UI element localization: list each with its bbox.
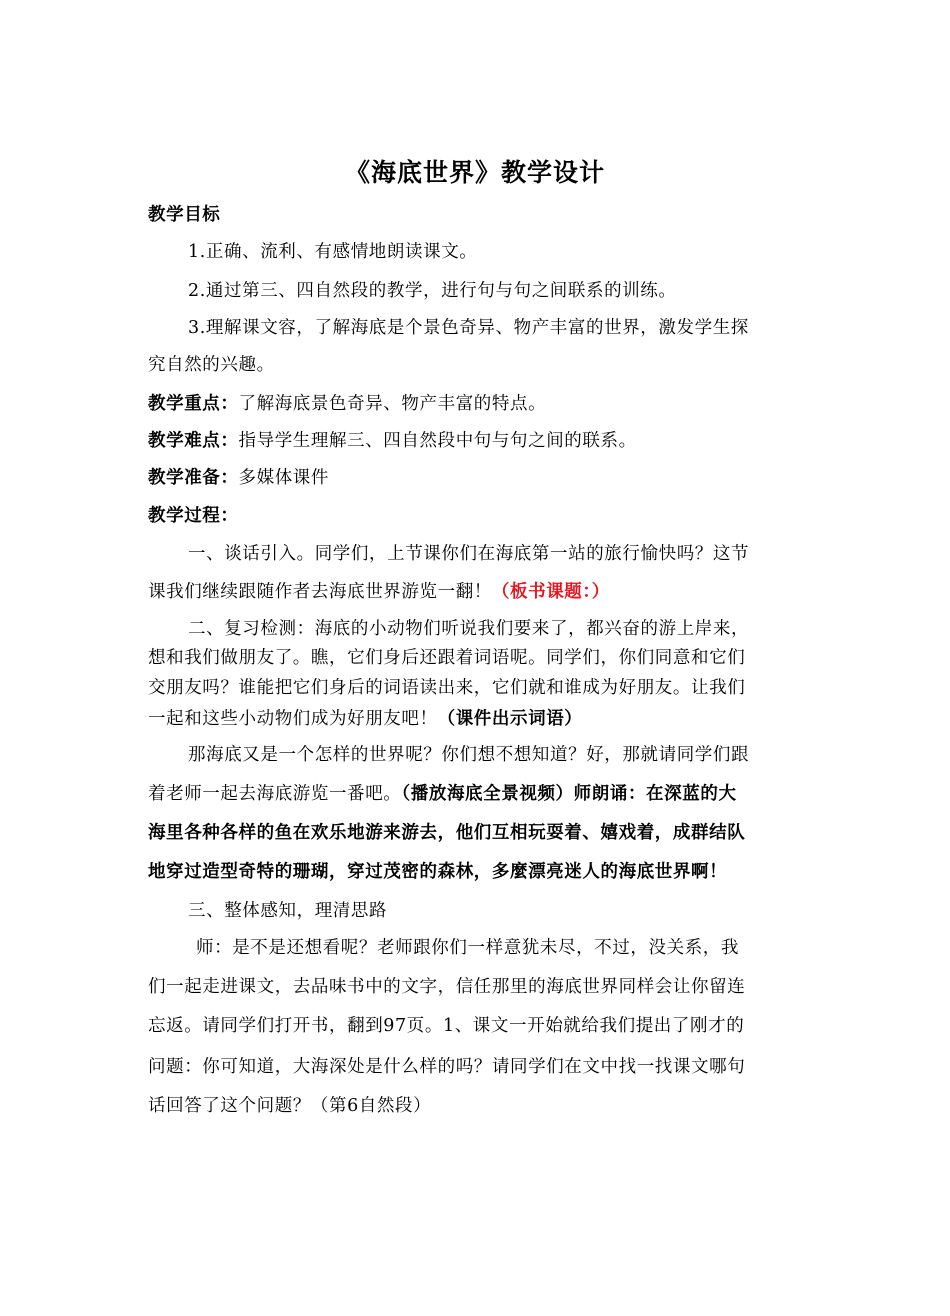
section-4-line-4: 问题：你可知道，大海深处是什么样的吗？请同学们在文中找一找课文哪句	[148, 1057, 746, 1077]
section-4-line-1: 师：是不是还想看呢？老师跟你们一样意犹未尽，不过，没关系，我	[196, 938, 739, 958]
section-3-text: 着老师一起去海底游览一番吧。	[148, 784, 402, 804]
courseware-note: （课件出示词语）	[437, 709, 583, 729]
section-2-line-1: 二、复习检测：海底的小动物们听说我们要来了，都兴奋的游上岸来，	[188, 619, 750, 639]
key-point	[148, 392, 838, 416]
prep-label: 教学准备：	[148, 468, 239, 488]
section-1-line-2	[148, 580, 838, 604]
section-2-line-2: 想和我们做朋友了。瞧，它们身后还跟着词语呢。同学们，你们同意和它们	[148, 648, 746, 668]
difficulty-text: 指导学生理解三、四自然段中句与句之间的联系。	[238, 431, 637, 451]
section-1-text: 课我们继续跟随作者去海底世界游览一翻！	[148, 582, 492, 602]
preparation	[148, 466, 838, 490]
difficulty	[148, 429, 838, 453]
goal-2: 2.通过第三、四自然段的教学，进行句与句之间联系的训练。	[188, 281, 677, 301]
section-2-line-3: 交朋友吗？谁能把它们身后的词语读出来，它们就和谁成为好朋友。让我们	[148, 678, 746, 698]
section-3-line-4: 地穿过造型奇特的珊瑚，穿过茂密的森林，多麼漂亮迷人的海底世界啊！	[148, 862, 728, 882]
section-4-line-2: 们一起走进课文，去品味书中的文字，信任那里的海底世界同样会让你留连	[148, 977, 746, 997]
section-3-line-2	[148, 782, 838, 806]
section-3-line-1: 那海底又是一个怎样的世界呢？你们想不想知道？好，那就请同学们跟	[188, 745, 750, 765]
section-1-line-1: 一、谈话引入。同学们，上节课你们在海底第一站的旅行愉快吗？这节	[188, 544, 750, 564]
key-point-label: 教学重点：	[148, 394, 239, 414]
document-title: 《海底世界》教学设计	[344, 158, 605, 187]
section-4-line-3: 忘返。请同学们打开书，翻到97页。1、课文一开始就给我们提出了刚才的	[148, 1016, 745, 1036]
difficulty-label: 教学难点：	[148, 431, 239, 451]
process-heading: 教学过程：	[148, 506, 239, 526]
goals-heading: 教学目标	[148, 205, 221, 225]
goal-1: 1.正确、流利、有感情地朗读课文。	[188, 242, 478, 262]
section-4-heading: 三、整体感知，理清思路	[188, 901, 388, 921]
section-2-text: 一起和这些小动物们成为好朋友吧！	[148, 709, 438, 729]
prep-text: 多媒体课件	[238, 468, 329, 488]
section-3-line-3: 海里各种各样的鱼在欢乐地游来游去，他们互相玩耍着、嬉戏着，成群结队	[148, 823, 746, 843]
goal-3-continued: 究自然的兴趣。	[148, 355, 275, 375]
video-note: （播放海底全景视频）师朗诵：在深蓝的大	[401, 784, 737, 804]
key-point-text: 了解海底景色奇异、物产丰富的特点。	[238, 394, 547, 414]
section-4-line-5: 话回答了这个问题？（第6自然段）	[148, 1096, 432, 1116]
board-title-note: （板书课题：）	[491, 582, 610, 602]
goal-3: 3.理解课文容，了解海底是个景色奇异、物产丰富的世界，激发学生探	[188, 318, 749, 338]
section-2-line-4	[148, 707, 838, 731]
